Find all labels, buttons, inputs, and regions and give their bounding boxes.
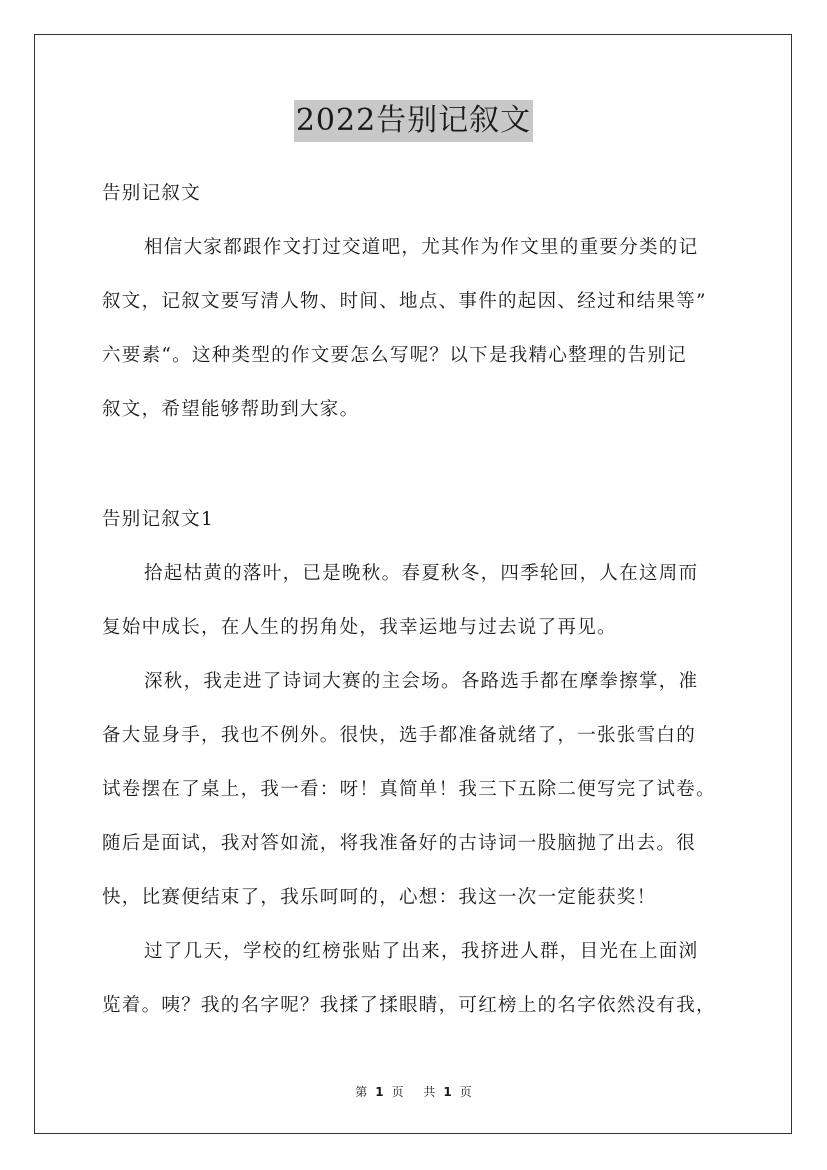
page-total: 共 1 页: [423, 1085, 472, 1099]
paragraph-line: 深秋，我走进了诗词大赛的主会场。各路选手都在摩拳擦掌，准: [144, 671, 699, 692]
paragraph-line: 备大显身手，我也不例外。很快，选手都准备就绪了，一张张雪白的: [102, 725, 697, 746]
paragraph-line: 叙文，记叙文要写清人物、时间、地点、事件的起因、经过和结果等”: [102, 291, 707, 312]
paragraph-line: 试卷摆在了桌上，我一看：呀！真简单！我三下五除二便写完了试卷。: [102, 779, 716, 800]
paragraph-line: 相信大家都跟作文打过交道吧，尤其作为作文里的重要分类的记: [144, 237, 699, 258]
document-title: 2022告别记叙文: [294, 100, 533, 142]
paragraph-line: 过了几天，学校的红榜张贴了出来，我挤进人群，目光在上面浏: [144, 941, 699, 962]
paragraph-line: 快，比赛便结束了，我乐呵呵的，心想：我这一次一定能获奖！: [102, 887, 657, 908]
intro-heading: 告别记叙文: [102, 183, 202, 204]
paragraph-line: 六要素“。这种类型的作文要怎么写呢？以下是我精心整理的告别记: [102, 345, 687, 366]
section-heading: 告别记叙文1: [102, 509, 215, 530]
paragraph-line: 览着。咦？我的名字呢？我揉了揉眼睛，可红榜上的名字依然没有我，: [102, 995, 716, 1016]
title-container: [0, 100, 827, 142]
paragraph-line: 拾起枯黄的落叶，已是晚秋。春夏秋冬，四季轮回，人在这周而: [144, 563, 699, 584]
page-footer: [0, 1084, 827, 1100]
paragraph-line: 随后是面试，我对答如流，将我准备好的古诗词一股脑抛了出去。很: [102, 833, 697, 854]
paragraph-line: 复始中成长，在人生的拐角处，我幸运地与过去说了再见。: [102, 617, 617, 638]
paragraph-line: 叙文，希望能够帮助到大家。: [102, 399, 360, 420]
page-number: 第 1 页: [355, 1085, 404, 1099]
